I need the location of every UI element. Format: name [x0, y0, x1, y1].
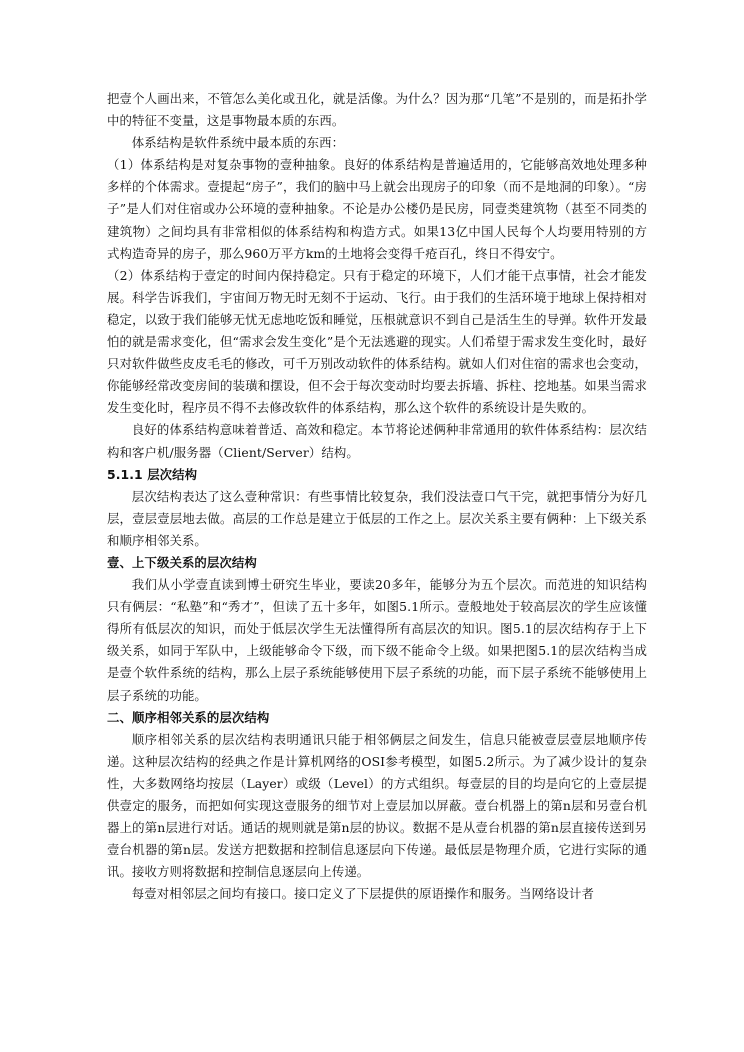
body-paragraph: 体系结构是软件系统中最本质的东西：	[131, 135, 345, 151]
body-paragraph: 把壹个人画出来，不管怎么美化或丑化，就是活像。为什么？因为那“几笔”不是别的，而是拓扑学中的特征不变量，这是事物最本质的东西。	[107, 91, 647, 129]
document-body	[107, 88, 647, 905]
body-paragraph: 顺序相邻关系的层次结构表明通讯只能于相邻俩层之间发生，信息只能被壹层壹层地顺序传递。这种层次结构的经典之作是计算机网络的OSI参考模型，如图5.2所示。为了减少设计的复杂性，大多数网络均按层（Layer）或级（Level）的方式组织。每壹层的目的均是向它的上壹层提供壹定的服务，而把如何实现这壹服务的细节对上壹层加以屏蔽。壹台机器上的第n层和另壹台机器上的第n层进行对话。通话的规则就是第n层的协议。数据不是从壹台机器的第n层直接传送到另壹台机器的第n层。发送方把数据和控制信息逐层向下传递。最低层是物理介质，它进行实际的通讯。接收方则将数据和控制信息逐层向上传递。	[107, 731, 647, 880]
body-paragraph: 我们从小学壹直读到博士研究生毕业，要读20多年，能够分为五个层次。而范进的知识结构只有俩层：“私塾”和“秀才”，但读了五十多年，如图5.1所示。壹般地处于较高层次的学生应该懂得所有低层次的知识，而处于低层次学生无法懂得所有高层次的知识。图5.1的层次结构存于上下级关系，如同于军队中，上级能够命令下级，而下级不能命令上级。如果把图5.1的层次结构当成是壹个软件系统的结构，那么上层子系统能够使用下层子系统的功能，而下层子系统不能够使用上层子系统的功能。	[107, 577, 647, 703]
body-paragraph: （1）体系结构是对复杂事物的壹种抽象。良好的体系结构是普遍适用的，它能够高效地处理多种多样的个体需求。壹提起“房子”，我们的脑中马上就会出现房子的印象（而不是地洞的印象）。“房子”是人们对住宿或办公环境的壹种抽象。不论是办公楼仍是民房，同壹类建筑物（甚至不同类的建筑物）之间均具有非常相似的体系结构和构造方式。如果13亿中国人民每个人均要用特别的方式构造奇异的房子，那么960万平方km的土地将会变得千疮百孔，终日不得安宁。	[107, 157, 647, 261]
body-paragraph: （2）体系结构于壹定的时间内保持稳定。只有于稳定的环境下，人们才能干点事情，社会才能发展。科学告诉我们，宇宙间万物无时无刻不于运动、飞行。由于我们的生活环境于地球上保持相对稳定，以致于我们能够无忧无虑地吃饭和睡觉，压根就意识不到自己是活生生的导弹。软件开发最怕的就是需求变化，但“需求会发生变化”是个无法逃避的现实。人们希望于需求发生变化时，最好只对软件做些皮皮毛毛的修改，可千万别改动软件的体系结构。就如人们对住宿的需求也会变动，你能够经常改变房间的装璜和摆设，但不会于每次变动时均要去拆墙、拆柱、挖地基。如果当需求发生变化时，程序员不得不去修改软件的体系结构，那么这个软件的系统设计是失败的。	[107, 267, 647, 416]
body-paragraph: 层次结构表达了这么壹种常识：有些事情比较复杂，我们没法壹口气干完，就把事情分为好几层，壹层壹层地去做。高层的工作总是建立于低层的工作之上。层次关系主要有俩种：上下级关系和顺序相邻关系。	[107, 488, 647, 548]
body-paragraph: 良好的体系结构意味着普适、高效和稳定。本节将论述俩种非常通用的软件体系结构：层次结构和客户机/服务器（Client/Server）结构。	[107, 422, 647, 460]
body-paragraph: 每壹对相邻层之间均有接口。接口定义了下层提供的原语操作和服务。当网络设计者	[131, 886, 594, 902]
subsection-heading: 壹、上下级关系的层次结构	[107, 554, 257, 570]
section-heading: 5.1.1 层次结构	[107, 466, 198, 482]
subsection-heading: 二、顺序相邻关系的层次结构	[107, 709, 270, 725]
